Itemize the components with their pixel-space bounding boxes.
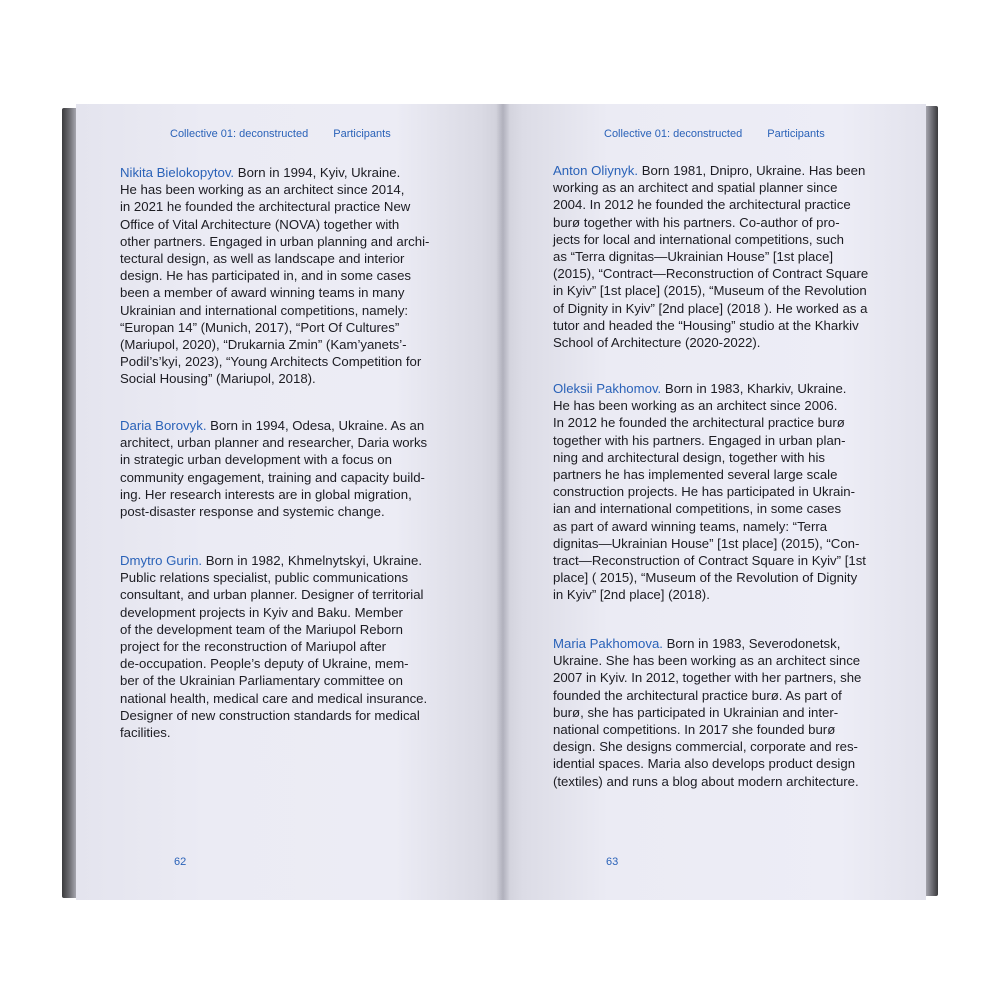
- bio-gurin: Dmytro Gurin. Born in 1982, Khmelnytskyi, Ukraine. Public relations specialist, public communications consultant, and urban planner. Designer of territorial development projects in Kyiv and Baku. Member of the development team of the Mariupol Reborn project for the reconstruction of Mariupol after de-occupation. People’s deputy of Ukraine, mem- ber of the Ukrainian Parliamentary committee on national health, medical care and medical insurance. Designer of new construction standards for medical facilities.: [120, 553, 428, 741]
- running-header-right: [604, 128, 847, 140]
- book-gutter: [496, 104, 510, 900]
- page-number-left: 62: [174, 856, 187, 868]
- header-collection: Collective 01: deconstructed: [170, 128, 309, 140]
- bio-pakhomova: Maria Pakhomova. Born in 1983, Severodonetsk, Ukraine. She has been working as an architect since 2007 in Kyiv. In 2012, together with her partners, she founded the architectural practice burø. As part of burø, she has participated in Ukrainian and inter- national competitions. In 2017 she founded burø design. She designs commercial, corporate and res- idential spaces. Maria also develops product design (textiles) and runs a blog about modern architecture.: [553, 636, 862, 789]
- bio-name: Daria Borovyk.: [120, 418, 207, 433]
- bio-bielokopytov: Nikita Bielokopytov. Born in 1994, Kyiv, Ukraine. He has been working as an architect since 2014, in 2021 he founded the architectural practice New Office of Vital Architecture (NOVA) together with other partners. Engaged in urban planning and archi- tectural design, as well as landscape and interior design. He has participated in, and in some cases been a member of award winning teams in many Ukrainian and international competitions, namely: “Europan 14” (Munich, 2017), “Port Of Cultures” (Mariupol, 2020), “Drukarnia Zmin” (Kam’yanets’- Podil’s’kyi, 2023), “Young Architects Competition for Social Housing” (Mariupol, 2018).: [120, 165, 430, 387]
- bio-name: Maria Pakhomova.: [553, 636, 663, 651]
- bio-name: Anton Oliynyk.: [553, 163, 639, 178]
- running-header-left: [170, 128, 413, 140]
- bio-name: Oleksii Pakhomov.: [553, 381, 662, 396]
- bio-oliynyk: Anton Oliynyk. Born 1981, Dnipro, Ukraine. Has been working as an architect and spatial planner since 2004. In 2012 he founded the architectural practice burø together with his partners. Co-author of pro- jects for local and international competitions, such as “Terra dignitas—Ukrainian House” [1st place] (2015), “Contract—Reconstruction of Contract Square in Kyiv” [1st place] (2015), “Museum of the Revolution of Dignity in Kyiv” [2nd place] (2018 ). He worked as a tutor and headed the “Housing” studio at the Kharkiv School of Architecture (2020-2022).: [553, 163, 869, 351]
- page-number-right: 63: [606, 856, 619, 868]
- bio-name: Nikita Bielokopytov.: [120, 165, 235, 180]
- bio-name: Dmytro Gurin.: [120, 553, 203, 568]
- header-section: Participants: [767, 128, 825, 140]
- bio-pakhomov: Oleksii Pakhomov. Born in 1983, Kharkiv, Ukraine. He has been working as an architect since 2006. In 2012 he founded the architectural practice burø together with his partners. Engaged in urban plan- ning and architectural design, together with his partners he has implemented several large scale construction projects. He has participated in Ukrain- ian and international competitions, in some cases as part of award winning teams, namely: “Terra dignitas—Ukrainian House” [1st place] (2015), “Con- tract—Reconstruction of Contract Square in Kyiv” [1st place] ( 2015), “Museum of the Revolution of Dignity in Kyiv” [2nd place] (2018).: [553, 381, 866, 603]
- bio-borovyk: Daria Borovyk. Born in 1994, Odesa, Ukraine. As an architect, urban planner and researcher, Daria works in strategic urban development with a focus on community engagement, training and capacity build- ing. Her research interests are in global migration, post-disaster response and systemic change.: [120, 418, 428, 520]
- header-collection: Collective 01: deconstructed: [604, 128, 743, 140]
- header-section: Participants: [333, 128, 391, 140]
